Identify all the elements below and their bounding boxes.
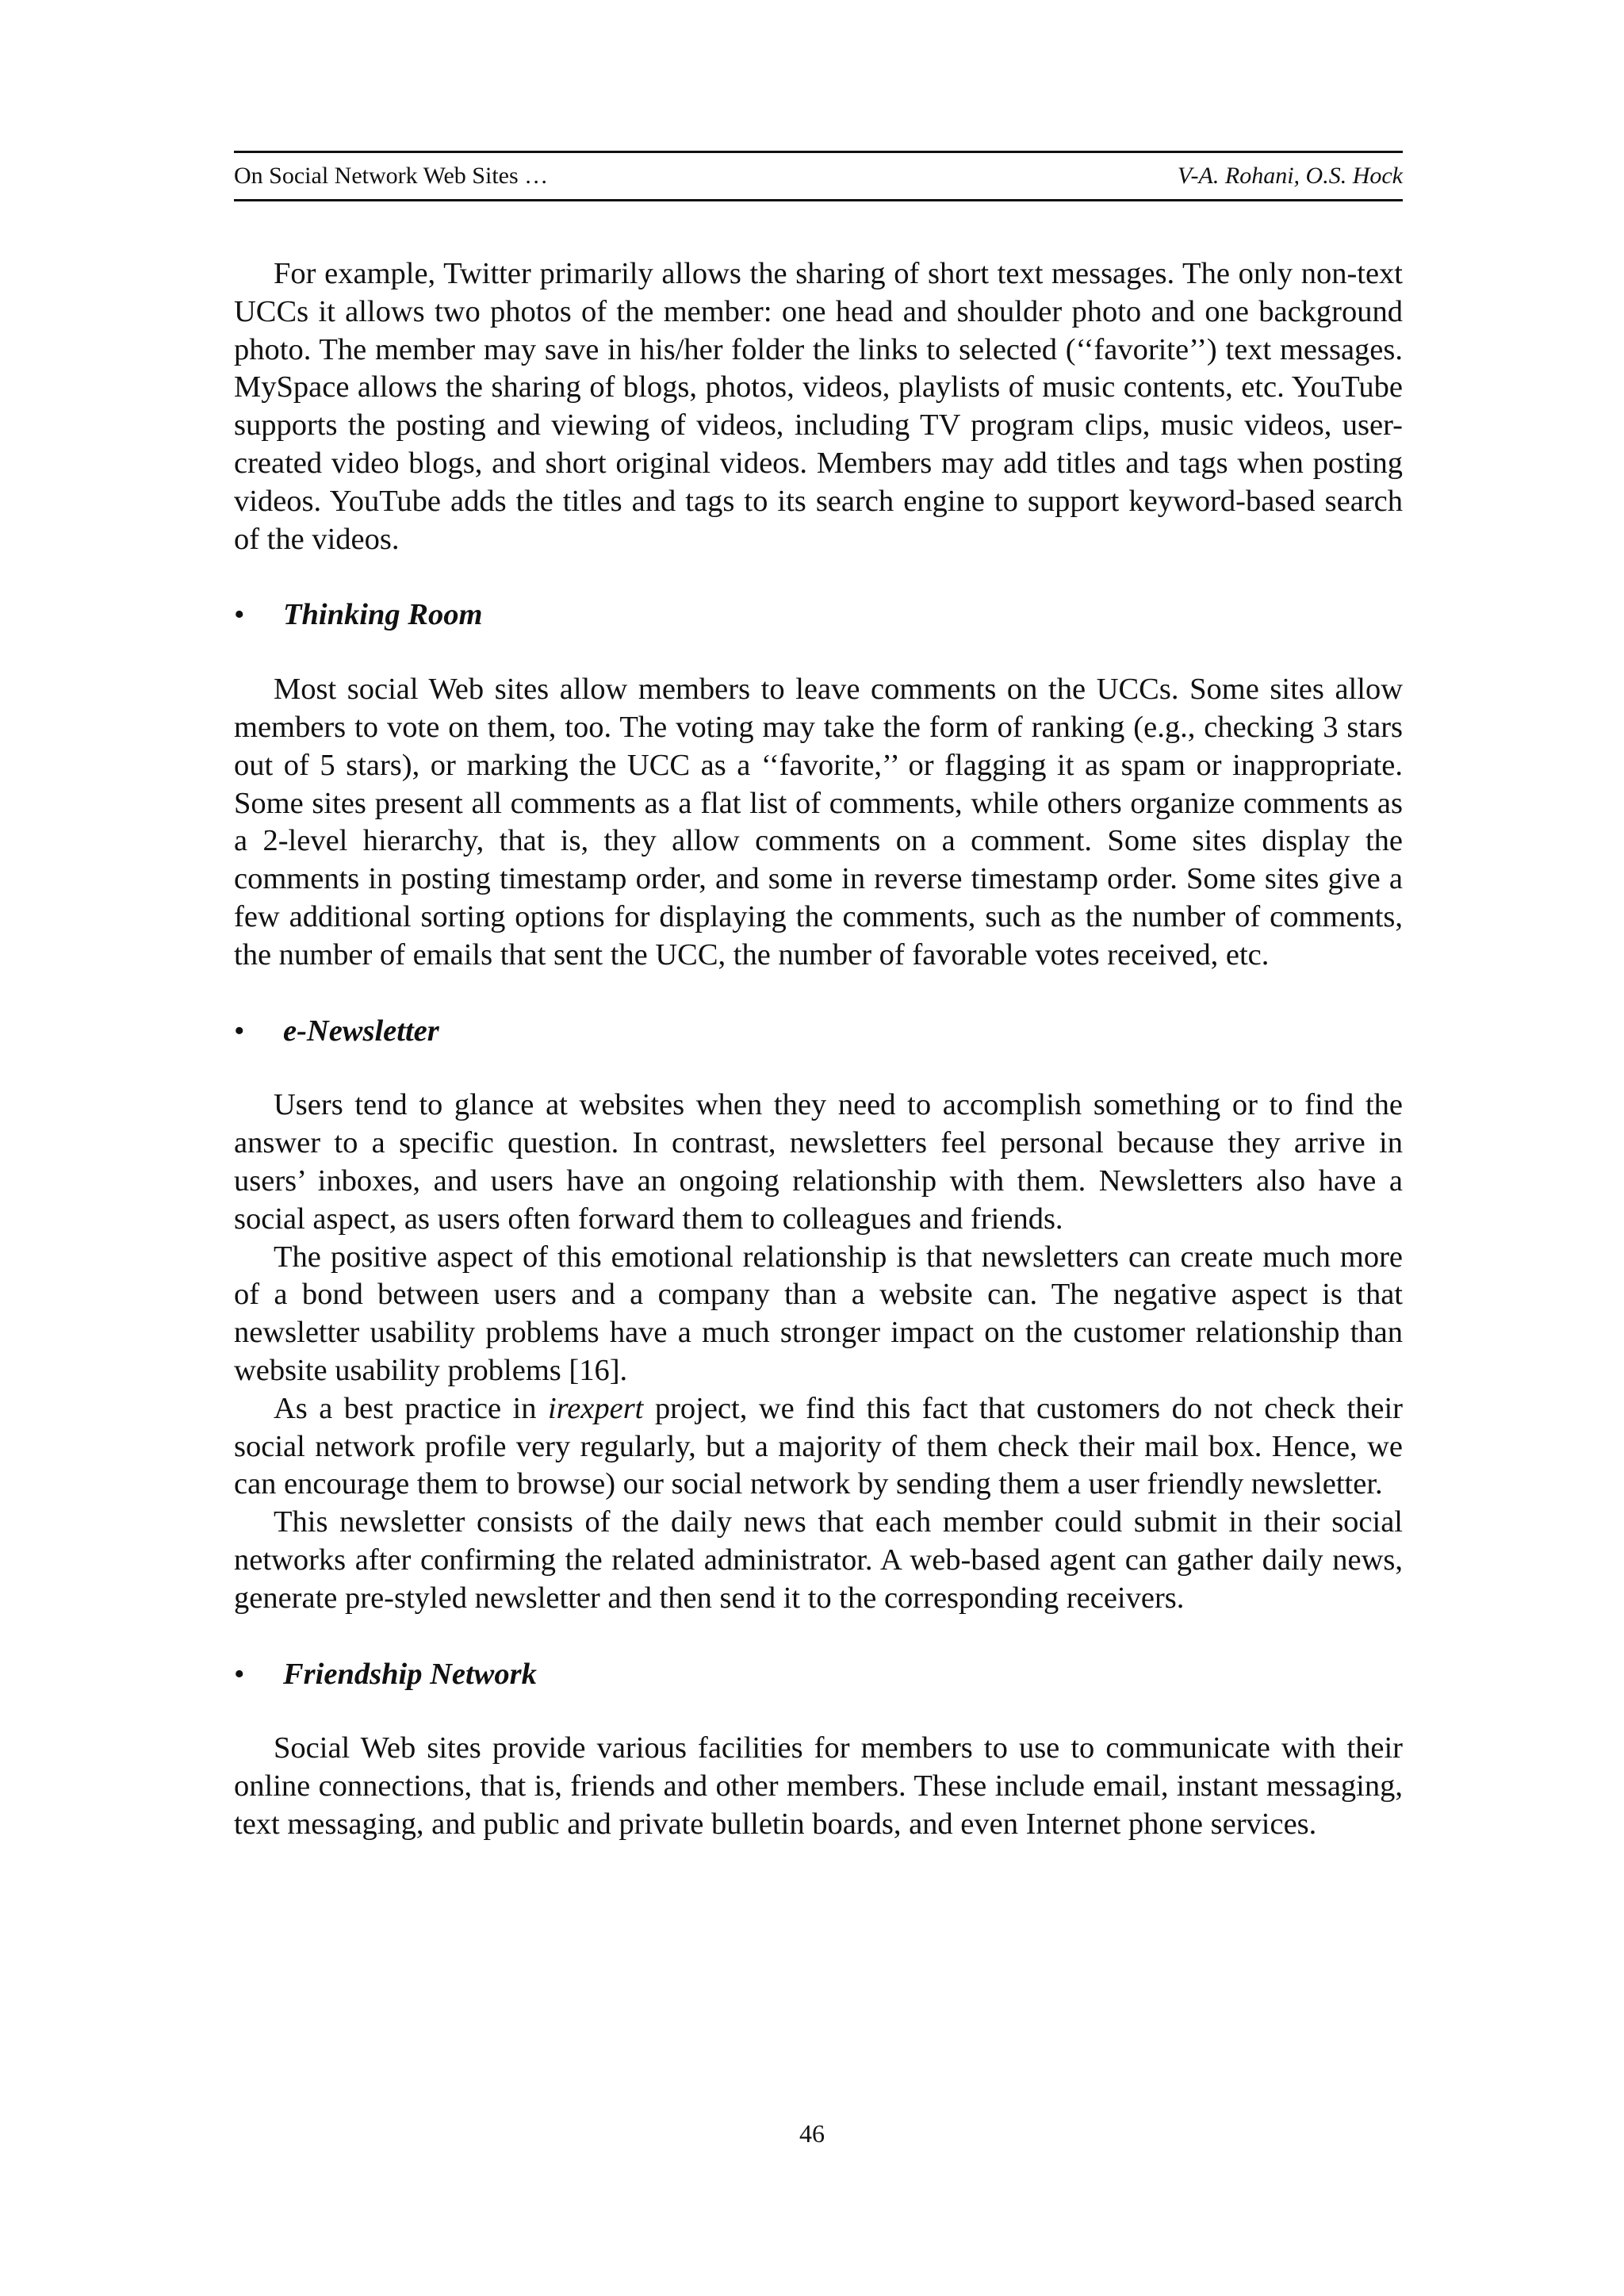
project-name: irexpert xyxy=(547,1391,644,1425)
section-heading-thinking-room xyxy=(234,596,1403,634)
heading-thinking-room: Thinking Room xyxy=(283,598,483,632)
section-heading-friendship-network xyxy=(234,1656,1403,1694)
heading-enewsletter: e-Newsletter xyxy=(283,1014,439,1048)
paragraph-enewsletter-4: This newsletter consists of the daily news that each member could submit in their social networks after confirming the related administrator. A web-based agent can gather daily news, generate pre-styled newsletter and then send it to the corresponding receivers. xyxy=(234,1505,1403,1615)
paragraph-thinking-room: Most social Web sites allow members to leave comments on the UCCs. Some sites allow members to vote on them, too. The voting may take the form of ranking (e.g., checking 3 stars out of 5 stars), or marking the UCC as a ‘‘favorite,’’ or flagging it as spam or inappropriate. Some sites present all comments as a flat list of comments, while others organize comments as a 2-level hierarchy, that is, they allow comments on a comment. Some sites display the comments in posting timestamp order, and some in reverse timestamp order. Some sites give a few additional sorting options for displaying the comments, such as the number of comments, the number of emails that sent the UCC, the number of favorable votes received, etc. xyxy=(234,673,1403,972)
heading-friendship-network: Friendship Network xyxy=(283,1657,537,1691)
paragraph-intro: For example, Twitter primarily allows the sharing of short text messages. The only non-text UCCs it allows two photos of the member: one head and shoulder photo and one background photo. The member may save in his/her folder the links to selected (‘‘favorite’’) text messages. MySpace allows the sharing of blogs, photos, videos, playlists of music contents, etc. YouTube supports the posting and viewing of videos, including TV program clips, music videos, user-created video blogs, and short original videos. Members may add titles and tags when posting videos. YouTube adds the titles and tags to its search engine to support keyword-based search of the videos. xyxy=(234,257,1403,556)
page xyxy=(234,151,1403,1844)
paragraph-enewsletter-2: The positive aspect of this emotional relationship is that newsletters can create much more of a bond between users and a company than a website can. The negative aspect is that newsletter usability problems have a much stronger impact on the customer relationship than website usability problems [16]. xyxy=(234,1240,1403,1387)
paragraph-friendship-network: Social Web sites provide various facilities for members to use to communicate with their online connections, that is, friends and other members. These include email, instant messaging, text messaging, and public and private bulletin boards, and even Internet phone services. xyxy=(234,1731,1403,1841)
running-header xyxy=(234,151,1403,201)
bullet-icon: • xyxy=(234,1657,245,1691)
text-run: project, we find this fact that customers do not check their social network profile very regularly, but a majority of them check their mail box. Hence, we can encourage them to browse) our social network by sending them a user friendly newsletter. xyxy=(234,1391,1404,1501)
page-number: 46 xyxy=(799,2119,825,2148)
body-text xyxy=(234,255,1403,1844)
section-heading-enewsletter xyxy=(234,1013,1403,1051)
bullet-icon: • xyxy=(234,1014,245,1048)
header-authors: V-A. Rohani, O.S. Hock xyxy=(1177,163,1403,189)
text-run: As a best practice in xyxy=(274,1391,548,1425)
paragraph-enewsletter-1: Users tend to glance at websites when they need to accomplish something or to find the answer to a specific question. In contrast, newsletters feel personal because they arrive in users’ inboxes, and users have an ongoing relationship with them. Newsletters also have a social aspect, as users often forward them to colleagues and friends. xyxy=(234,1088,1403,1236)
paragraph-enewsletter-3 xyxy=(234,1390,1403,1504)
bullet-icon: • xyxy=(234,598,245,632)
header-title: On Social Network Web Sites … xyxy=(234,163,549,189)
